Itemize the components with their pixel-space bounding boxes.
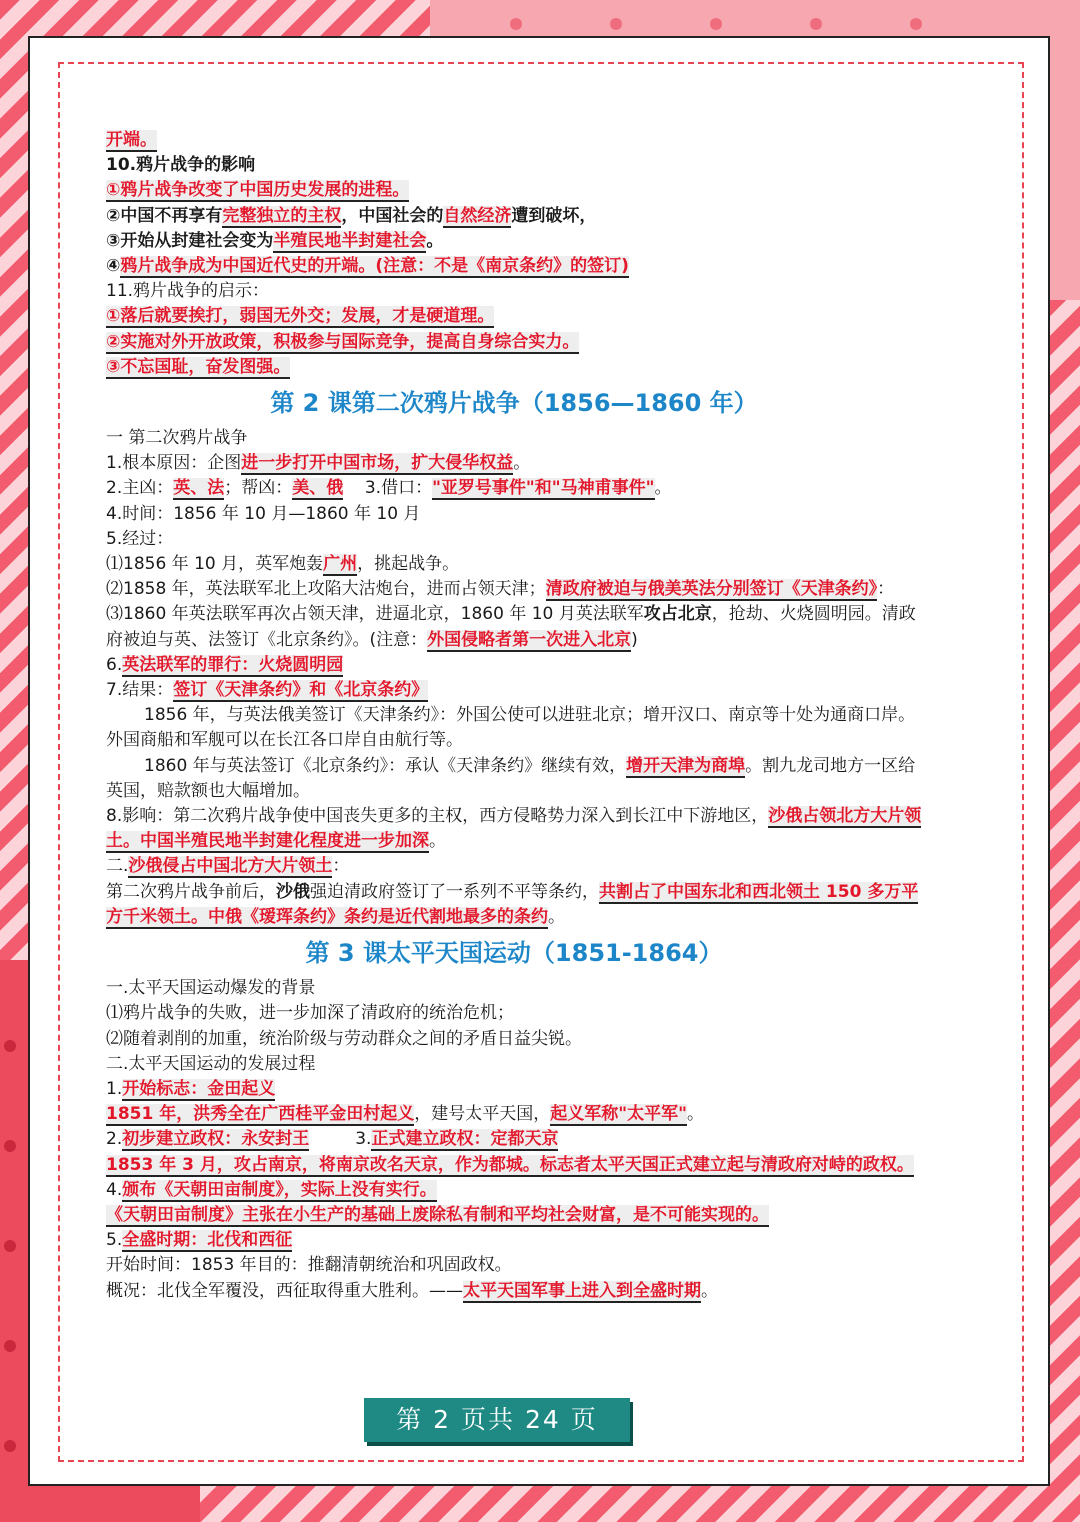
text-red: 正式建立政权：定都天京 xyxy=(371,1129,559,1150)
text: ) xyxy=(631,629,638,650)
text: 。 xyxy=(548,906,565,927)
text: 8.影响：第二次鸦片战争使中国丧失更多的主权，西方侵略势力深入到长江中下游地区， xyxy=(106,806,769,827)
text: 。 xyxy=(426,230,444,251)
text-red: 初步建立政权：永安封王 xyxy=(122,1129,310,1150)
text-red: 太平天国军事上进入到全盛时期 xyxy=(463,1280,701,1301)
text-red: 美、俄 xyxy=(292,478,344,499)
text: 1860 年与英法签订《北京条约》：承认《天津条约》继续有效， xyxy=(144,755,627,776)
text: 2.主凶： xyxy=(106,478,174,499)
text: 。割九龙司地方一区给英国，赔款额也大幅增加。 xyxy=(106,755,916,801)
text: 3. xyxy=(355,1129,372,1150)
text-red: 1851 年，洪秀全在广西桂平金田村起义 xyxy=(106,1104,415,1125)
text-bold: 沙俄 xyxy=(276,881,310,902)
text-red: 颁布《天朝田亩制度》，实际上没有实行。 xyxy=(122,1179,437,1200)
section-title: 二.太平天国运动的发展过程 xyxy=(106,1053,316,1074)
text: ，抢劫、火烧圆明园。清政府被迫与英、法签订《北京条约》。(注意： xyxy=(106,604,916,650)
text: 。 xyxy=(513,453,531,474)
text: ⑶1860 年英法联军再次占领天津，进逼北京，1860 年 10 月英法联军 xyxy=(106,604,644,625)
text-red: 鸦片战争成为中国近代史的开端。(注意：不是《南京条约》的签订) xyxy=(120,256,629,277)
text: ⑵随着剥削的加重，统治阶级与劳动群众之间的矛盾日益尖锐。 xyxy=(106,1028,582,1049)
text-red: 完整独立的主权 xyxy=(222,205,342,226)
text: ④ xyxy=(106,256,121,277)
text-red: 1853 年 3 月，攻占南京，将南京改名天京，作为都城。标志者太平天国正式建立起与清政府对峙的政权。 xyxy=(106,1154,914,1175)
dot-decor xyxy=(610,18,622,30)
text: 强迫清政府签订了一系列不平等条约， xyxy=(310,881,599,902)
text: 5.经过： xyxy=(106,528,174,549)
text: 2. xyxy=(106,1129,123,1150)
text: 4. xyxy=(106,1179,123,1200)
text: 。 xyxy=(686,1104,704,1125)
dot-decor xyxy=(910,18,922,30)
text: 6. xyxy=(106,654,123,675)
text-red: 《天朝田亩制度》主张在小生产的基础上废除私有制和平均社会财富，是不可能实现的。 xyxy=(106,1204,769,1225)
text-red: 开端。 xyxy=(106,130,157,150)
section-title: 10.鸦片战争的影响 xyxy=(106,155,256,176)
text-red: 英法联军的罪行：火烧圆明园 xyxy=(122,654,344,675)
text: 7.结果： xyxy=(106,680,174,701)
dot-decor xyxy=(4,1340,16,1352)
text-red: 起义军称"太平军" xyxy=(550,1104,687,1125)
text-red: 英、法 xyxy=(173,478,225,499)
text: ③开始从封建社会变为 xyxy=(106,230,274,251)
lesson-3-heading: 第 3 课太平天国运动（1851-1864） xyxy=(305,939,723,968)
text: 1.根本原因：企图 xyxy=(106,453,242,474)
text-red: 签订《天津条约》和《北京条约》 xyxy=(173,680,429,701)
text-bold: 攻占北京 xyxy=(643,604,712,625)
section-title: 11.鸦片战争的启示： xyxy=(106,281,270,302)
text-red: "亚罗号事件"和"马神甫事件" xyxy=(432,478,655,499)
text: 。 xyxy=(429,831,446,852)
page-number: 第 2 页共 24 页 xyxy=(364,1398,630,1442)
text-red: 全盛时期：北伐和西征 xyxy=(122,1230,293,1251)
dot-decor xyxy=(4,1440,16,1452)
dot-decor xyxy=(4,1140,16,1152)
section-title: 一.太平天国运动爆发的背景 xyxy=(106,978,316,999)
text-red: 广州 xyxy=(323,554,358,575)
text: 。 xyxy=(701,1280,718,1301)
text: 。 xyxy=(654,478,672,499)
section-title: 一 第二次鸦片战争 xyxy=(106,428,248,449)
dot-decor xyxy=(4,1040,16,1052)
text-red: 共割占了中国东北和西北领土 150 多万平方千米领土。中俄《瑷珲条约》条约是近代割地最多的条约 xyxy=(106,881,919,927)
text: ，建号太平天国， xyxy=(414,1104,551,1125)
text: 3.借口： xyxy=(343,478,433,499)
text: 5. xyxy=(106,1230,123,1251)
text: ，中国社会的 xyxy=(341,205,444,226)
text-red: 开始标志：金田起义 xyxy=(122,1078,276,1099)
text: ，挑起战争。 xyxy=(357,554,460,575)
lesson-2-heading: 第 2 课第二次鸦片战争（1856—1860 年） xyxy=(270,389,758,418)
text-red: ①落后就要挨打，弱国无外交；发展，才是硬道理。 xyxy=(106,306,495,327)
text: 1856 年，与英法俄美签订《天津条约》：外国公使可以进驻北京；增开汉口、南京等十处为通商口岸。外国商船和军舰可以在长江各口岸自由航行等。 xyxy=(106,705,916,751)
text-red: ③不忘国耻，奋发图强。 xyxy=(106,356,291,377)
dot-decor xyxy=(710,18,722,30)
text-red: 极参与国际竞争，提高自身综合实力。 xyxy=(290,331,580,352)
page-content xyxy=(106,128,922,1304)
text: 第二次鸦片战争前后， xyxy=(106,881,276,902)
text-red: ②实施对外开放政策，积 xyxy=(106,331,291,352)
text-red: 沙俄侵占中国北方大片领土 xyxy=(128,856,333,877)
dot-decor xyxy=(510,18,522,30)
text-red: 沙俄占领北方大片领土。中国半殖民地半封建化程度进一步加深 xyxy=(106,806,922,852)
text: ⑴鸦片战争的失败，进一步加深了清政府的统治危机； xyxy=(106,1003,514,1024)
text: ；帮凶： xyxy=(224,478,293,499)
text-red: 进一步打开中国市场，扩大侵华权益 xyxy=(241,453,514,474)
text: 开始时间：1853 年目的：推翻清朝统治和巩固政权。 xyxy=(106,1255,512,1276)
text: ⑴1856 年 10 月，英军炮轰 xyxy=(106,554,324,575)
text: 概况：北伐全军覆没，西征取得重大胜利。—— xyxy=(106,1280,463,1301)
text-red: ①鸦片战争改变了中国历史发展的进程。 xyxy=(106,180,410,201)
text: ： xyxy=(332,856,350,877)
dot-decor xyxy=(810,18,822,30)
text-red: 清政府被迫与俄美英法分别签订《天津条约》 xyxy=(545,579,878,600)
text-red: 外国侵略者第一次进入北京 xyxy=(427,629,632,650)
dot-decor xyxy=(4,1240,16,1252)
text: ： xyxy=(877,579,895,600)
text-red: 自然经济 xyxy=(443,205,512,226)
text: ⑵1858 年，英法联军北上攻陷大沽炮台，进而占领天津； xyxy=(106,579,546,600)
text-red: 半殖民地半封建社会 xyxy=(273,230,427,251)
text: 二. xyxy=(106,856,129,877)
text: 4.时间：1856 年 10 月—1860 年 10 月 xyxy=(106,503,421,524)
text-red: 增开天津为商埠 xyxy=(626,755,746,776)
text: ②中国不再享有 xyxy=(106,205,223,226)
text: 1. xyxy=(106,1078,123,1099)
text: 遭到破坏， xyxy=(511,205,597,226)
